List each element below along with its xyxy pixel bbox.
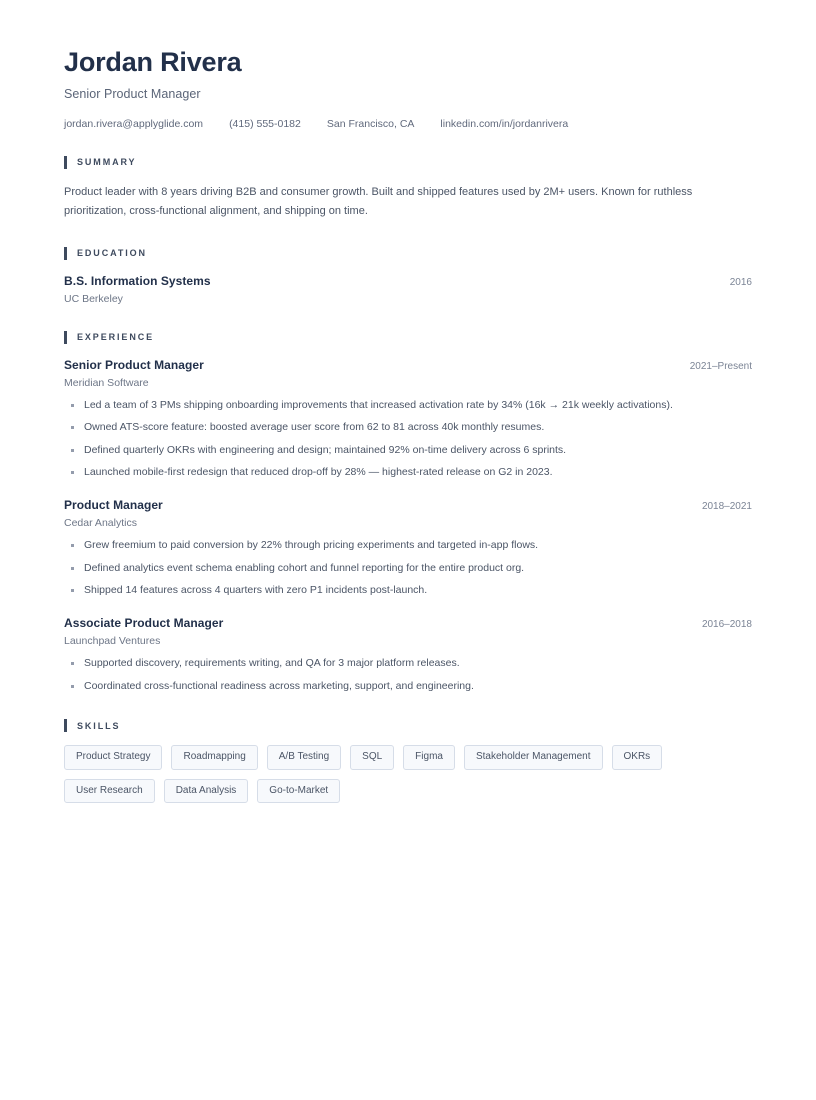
bullet-text: Defined analytics event schema enabling cohort and funnel reporting for the entire product org. [84,561,525,574]
section-accent-bar-icon [64,331,67,344]
experience-bullet [64,562,752,576]
section-experience [64,331,752,694]
experience-bullet [64,657,752,671]
experience-entry-header [64,358,752,372]
section-summary [64,156,752,221]
experience-role: Senior Product Manager [64,357,204,372]
skill-chip[interactable]: SQL [350,745,394,770]
experience-bullet [64,399,752,413]
bullet-marker-icon [71,544,74,547]
experience-company: Cedar Analytics [64,517,137,530]
contact-phone[interactable]: (415) 555-0182 [229,117,301,130]
skill-chip[interactable]: Stakeholder Management [464,745,603,770]
candidate-name: Jordan Rivera [64,47,242,77]
section-skills [64,719,752,812]
section-title-skills: SKILLS [77,720,121,731]
skill-chip[interactable]: Roadmapping [171,745,257,770]
experience-role: Product Manager [64,498,163,513]
skill-chip[interactable]: OKRs [612,745,663,770]
bullet-marker-icon [71,426,74,429]
bullet-marker-icon [71,685,74,688]
section-accent-bar-icon [64,156,67,169]
section-title-education: EDUCATION [77,248,147,258]
contact-email[interactable]: jordan.rivera@applyglide.com [64,117,204,130]
experience-bullet [64,539,752,553]
contact-location: San Francisco, CA [326,117,415,130]
bullet-marker-icon [71,589,74,592]
experience-bullet [64,444,752,458]
experience-entry-header [64,498,752,512]
bullet-marker-icon [71,471,74,474]
experience-company: Meridian Software [64,376,149,389]
experience-bullet [64,680,752,694]
candidate-headline: Senior Product Manager [64,86,201,101]
skill-chip[interactable]: A/B Testing [267,745,341,770]
experience-dates: 2016–2018 [701,618,752,630]
experience-bullet-list [64,539,752,598]
section-title-experience: EXPERIENCE [77,332,155,342]
resume-header [64,44,752,130]
section-header-education [64,247,752,260]
summary-body: Product leader with 8 years driving B2B and consumer growth. Built and shipped features used by 2M+ users. Known for ruthless prioritization, cross-functional alignment, and shipping on time. [64,185,693,217]
bullet-marker-icon [71,662,74,665]
bullet-marker-icon [71,567,74,570]
contact-line [64,118,752,130]
bullet-text: Owned ATS-score feature: boosted average user score from 62 to 81 across 40k monthly resumes. [84,421,545,434]
skill-chip[interactable]: Data Analysis [164,779,249,804]
section-header-skills [64,719,752,732]
section-title-summary: SUMMARY [77,157,137,168]
education-degree: B.S. Information Systems [64,273,211,288]
skill-chip[interactable]: Figma [403,745,455,770]
contact-linkedin[interactable]: linkedin.com/in/jordanrivera [440,117,569,130]
experience-entry [64,498,752,598]
section-header-summary [64,156,752,169]
experience-bullet-list [64,657,752,693]
skill-chip[interactable]: Go-to-Market [257,779,340,804]
experience-bullet [64,421,752,435]
education-school: UC Berkeley [64,292,123,305]
education-entry-header [64,274,752,288]
education-year: 2016 [729,276,752,288]
experience-company: Launchpad Ventures [64,634,161,647]
experience-dates: 2018–2021 [701,501,752,513]
bullet-marker-icon [71,404,74,407]
experience-bullet [64,466,752,480]
bullet-text: Led a team of 3 PMs shipping onboarding improvements that increased activation rate by 34% (16k → 21k weekly activations). [84,398,673,411]
experience-role: Associate Product Manager [64,615,224,630]
education-entry [64,274,752,305]
bullet-text: Launched mobile-first redesign that reduced drop-off by 28% — highest-rated release on G2 in 2023. [84,466,553,479]
bullet-text: Shipped 14 features across 4 quarters with zero P1 incidents post-launch. [84,584,428,597]
experience-dates: 2021–Present [689,360,752,372]
section-accent-bar-icon [64,719,67,732]
section-header-experience [64,331,752,344]
section-education [64,247,752,305]
experience-entry-header [64,616,752,630]
bullet-text: Defined quarterly OKRs with engineering and design; maintained 92% on-time delivery across 6 sprints. [84,443,567,456]
skill-chip[interactable]: Product Strategy [64,745,162,770]
section-accent-bar-icon [64,247,67,260]
experience-bullet [64,584,752,598]
skill-chip[interactable]: User Research [64,779,155,804]
bullet-text: Coordinated cross-functional readiness across marketing, support, and engineering. [84,679,474,692]
experience-bullet-list [64,399,752,481]
experience-entry [64,358,752,481]
bullet-text: Supported discovery, requirements writing, and QA for 3 major platform releases. [84,656,460,669]
bullet-text: Grew freemium to paid conversion by 22% through pricing experiments and targeted in-app flows. [84,539,539,552]
experience-entry [64,616,752,693]
skills-chip-list [64,745,752,812]
bullet-marker-icon [71,449,74,452]
